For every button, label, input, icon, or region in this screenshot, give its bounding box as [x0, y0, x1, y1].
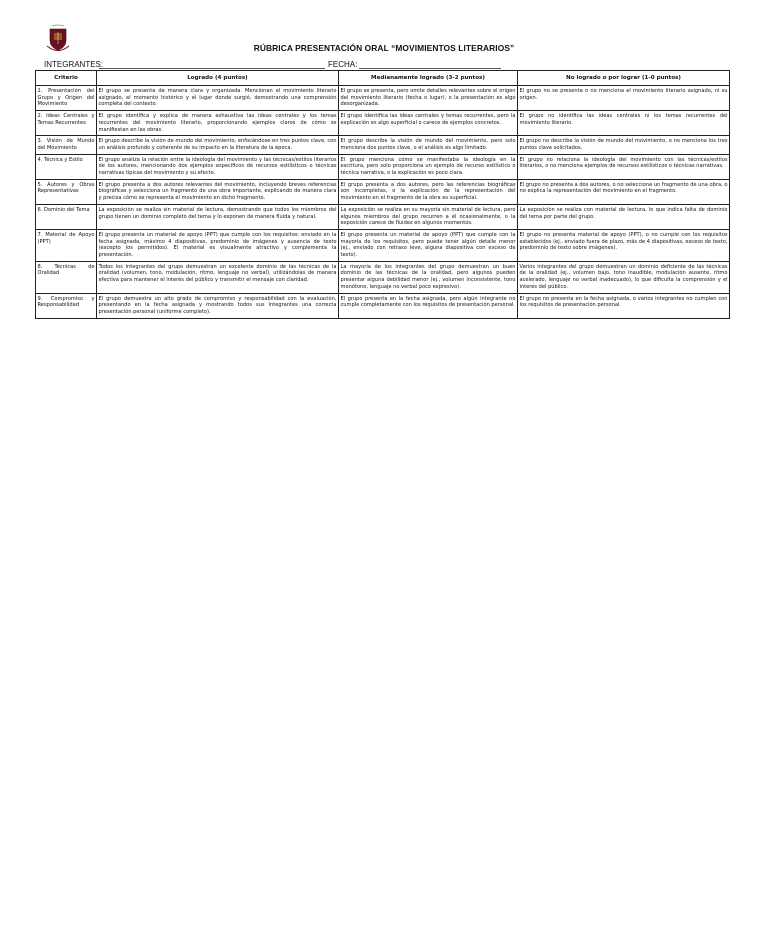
- no-logrado-cell: El grupo no relaciona la ideología del movimiento con las técnicas/estilos literarios, o no menciona ejemplos de recursos estilísticos o técnicas narrativas.: [518, 154, 730, 179]
- logrado-cell: El grupo presenta un material de apoyo (PPT) que cumple con los requisitos: enviado en la fecha asignada, máximo 4 diapositivas, predominio de imágenes y ausencia de texto (excepto los permitidos). El material es visualmente atractivo y complementa la presentación.: [97, 229, 339, 261]
- table-row: [36, 204, 730, 229]
- logrado-cell: El grupo analiza la relación entre la ideología del movimiento y las técnicas/estilos literarios de los autores, mencionando dos ejemplos específicos de recursos estilísticos o técnicas narrativas típicas del movimiento y su efecto.: [97, 154, 339, 179]
- table-row: [36, 136, 730, 154]
- logrado-cell: Todos los integrantes del grupo demuestran un excelente dominio de las técnicas de la oralidad (volumen, tono, modulación, ritmo, lenguaje no verbal), utilizándolas de manera efectiva para mantener el interés del público y transmitir el mensaje con claridad.: [97, 261, 339, 293]
- integrantes-input-line[interactable]: [99, 68, 325, 69]
- medianamente-cell: La exposición se realiza en su mayoría sin material de lectura, pero algunos miembros del grupo recurren a él ocasionalmente, o la exposición carece de fluidez en algunos momentos.: [339, 204, 518, 229]
- fecha-label: FECHA:: [328, 60, 358, 69]
- medianamente-cell: La mayoría de los integrantes del grupo demuestran un buen dominio de las técnicas de la oralidad, pero algunos pueden presentar alguna debilidad menor (ej., volumen inconsistente, tono monótono, lenguaje no verbal poco expresivo).: [339, 261, 518, 293]
- table-row: [36, 179, 730, 204]
- no-logrado-cell: El grupo no presenta en la fecha asignada, o varios integrantes no cumplen con los requisitos de presentación personal.: [518, 293, 730, 318]
- no-logrado-cell: El grupo no describe la visión de mundo del movimiento, o no menciona los tres puntos clave solicitados.: [518, 136, 730, 154]
- logrado-cell: El grupo demuestra un alto grado de compromiso y responsabilidad con la evaluación, presentando en la fecha asignada y mostrando todos sus integrantes una correcta presentación personal (uniforme completo).: [97, 293, 339, 318]
- logrado-cell: El grupo se presenta de manera clara y organizada. Mencionan el movimiento literario asignado, el momento histórico y el lugar donde surgió, demostrando una comprensión completa del contexto.: [97, 86, 339, 111]
- criterio-cell: 4. Técnica y Estilo: [36, 154, 97, 179]
- logrado-cell: El grupo presenta a dos autores relevantes del movimiento, incluyendo breves referencias biográficas y selecciona un fragmento de una obra importante, explicando de manera clara y precisa cómo se representa el movimiento en dicho fragmento.: [97, 179, 339, 204]
- criterio-cell: 5. Autores y Obras Representativas: [36, 179, 97, 204]
- criterio-cell: 9. Compromiso y Responsabilidad: [36, 293, 97, 318]
- table-header-row: [36, 71, 730, 86]
- medianamente-cell: El grupo identifica las ideas centrales y temas recurrentes, pero la explicación es algo superficial o carece de ejemplos concretos.: [339, 111, 518, 136]
- medianamente-cell: El grupo menciona cómo se manifestaba la ideología en la escritura, pero solo proporciona un ejemplo de recurso estilístico o técnica narrativa, o la explicación es poco clara.: [339, 154, 518, 179]
- criterio-cell: 8. Técnicas de Oralidad: [36, 261, 97, 293]
- header-no-logrado: No logrado o por lograr (1-0 puntos): [518, 71, 730, 86]
- fecha-input-line[interactable]: [359, 68, 501, 69]
- criterio-cell: 1. Presentación del Grupo y Origen del Movimiento: [36, 86, 97, 111]
- no-logrado-cell: El grupo no presenta material de apoyo (PPT), o no cumple con los requisitos establecidos (ej., enviado fuera de plazo, más de 4 diapositivas, exceso de texto, predominio de texto sobre imágenes).: [518, 229, 730, 261]
- table-row: [36, 261, 730, 293]
- criterio-cell: 7. Material de Apoyo (PPT): [36, 229, 97, 261]
- medianamente-cell: El grupo presenta a dos autores, pero las referencias biográficas son incompletas, o la explicación de la representación del movimiento en el fragmento de la obra es superficial.: [339, 179, 518, 204]
- medianamente-cell: El grupo presenta en la fecha asignada, pero algún integrante no cumple completamente con los requisitos de presentación personal.: [339, 293, 518, 318]
- rubric-table: [35, 70, 730, 319]
- medianamente-cell: El grupo presenta un material de apoyo (PPT) que cumple con la mayoría de los requisitos, pero puede tener algún detalle menor (ej., enviado con retraso leve, alguna diapositiva con exceso de texto).: [339, 229, 518, 261]
- table-row: [36, 229, 730, 261]
- header-medianamente-logrado: Medianamente logrado (3-2 puntos): [339, 71, 518, 86]
- no-logrado-cell: La exposición se realiza con material de lectura, lo que indica falta de dominio del tema por parte del grupo.: [518, 204, 730, 229]
- medianamente-cell: El grupo se presenta, pero omite detalles relevantes sobre el origen del movimiento literario (fecha o lugar), o la presentación es algo desorganizada.: [339, 86, 518, 111]
- logrado-cell: La exposición se realiza sin material de lectura, demostrando que todos los miembros del grupo tienen un dominio completo del tema y lo exponen de manera fluida y natural.: [97, 204, 339, 229]
- integrantes-label: INTEGRANTES:: [44, 60, 104, 69]
- header-criterio: Criterio: [36, 71, 97, 86]
- no-logrado-cell: El grupo no identifica las ideas centrales ni los temas recurrentes del movimiento literario.: [518, 111, 730, 136]
- no-logrado-cell: El grupo no presenta a dos autores, o no selecciona un fragmento de una obra, o no explica la representación del movimiento en el fragmento.: [518, 179, 730, 204]
- table-row: [36, 111, 730, 136]
- criterio-cell: 2. Ideas Centrales y Temas Recurrentes: [36, 111, 97, 136]
- header-logrado: Logrado (4 puntos): [97, 71, 339, 86]
- criterio-cell: 6. Dominio del Tema: [36, 204, 97, 229]
- logrado-cell: El grupo describe la visión de mundo del movimiento, enfocándose en tres puntos clave, con un análisis profundo y coherente de su impacto en la literatura de la época.: [97, 136, 339, 154]
- medianamente-cell: El grupo describe la visión de mundo del movimiento, pero solo menciona dos puntos clave, o el análisis es algo limitado.: [339, 136, 518, 154]
- logrado-cell: El grupo identifica y explica de manera exhaustiva las ideas centrales y los temas recurrentes del movimiento literario, proporcionando ejemplos claros de cómo se manifiestan en las obras.: [97, 111, 339, 136]
- criterio-cell: 3. Visión de Mundo del Movimiento: [36, 136, 97, 154]
- table-row: [36, 293, 730, 318]
- document-title: RÚBRICA PRESENTACIÓN ORAL “MOVIMIENTOS LITERARIOS”: [253, 43, 515, 53]
- no-logrado-cell: El grupo no se presenta o no menciona el movimiento literario asignado, ni su origen.: [518, 86, 730, 111]
- table-row: [36, 86, 730, 111]
- table-row: [36, 154, 730, 179]
- no-logrado-cell: Varios integrantes del grupo demuestran un dominio deficiente de las técnicas de la oralidad (ej., volumen bajo, tono inaudible, modulación ausente, ritmo acelerado, lenguaje no verbal inadecuado), lo que dificulta la comprensión y el interés del público.: [518, 261, 730, 293]
